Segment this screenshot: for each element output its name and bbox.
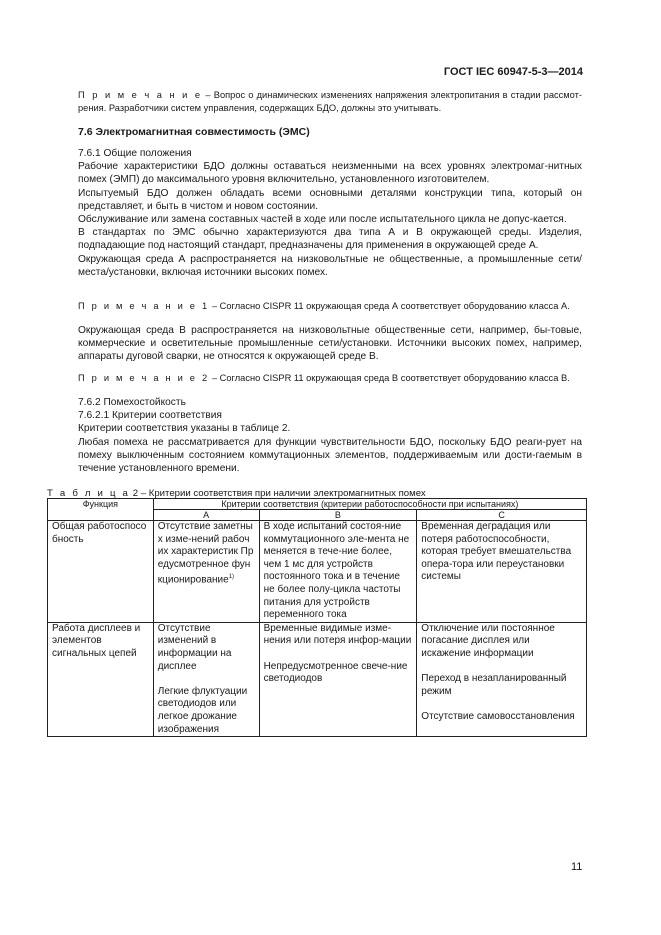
footnote-ref: 1) bbox=[228, 574, 235, 581]
header-col-b: В bbox=[259, 510, 417, 521]
header-criteria: Критерии соответствия (критерии работоспособности при испытаниях) bbox=[153, 499, 586, 510]
document-header: ГОСТ IEC 60947-5-3—2014 bbox=[443, 66, 583, 78]
section-body-761 bbox=[78, 147, 582, 279]
paragraph: Обслуживание или замена составных частей в ходе или после испытательного цикла не допус-кается. bbox=[78, 214, 567, 226]
note-text: – Вопрос о динамических изменениях напряжения электропитания в стадии рассмот-рения. Разработчики систем управления, содержащих БДО, должны это учитывать. bbox=[78, 90, 583, 113]
header-col-c: С bbox=[417, 510, 587, 521]
note-2 bbox=[78, 372, 582, 385]
header-function: Функция bbox=[48, 499, 154, 521]
cell-c: Временная деградация или потеря работоспособности, которая требует вмешательства опера-тора или переустановки системы bbox=[417, 521, 587, 623]
paragraph: Любая помеха не рассматривается для функции чувствительности БДО, поскольку БДО реаги-рует на помеху выключенным состоянием коммутационных элементов, поддерживаемым или дости-гаемым в течение установленного времени. bbox=[78, 436, 582, 475]
cell-a: Отсутствие изменений в информации на дисплее Легкие флуктуации светодиодов или легкое дрожание изображения bbox=[153, 622, 259, 736]
page-number: 11 bbox=[571, 861, 583, 873]
note-label: П р и м е ч а н и е bbox=[78, 90, 203, 100]
cell-b: В ходе испытаний состоя-ние коммутационного эле-мента не меняется в тече-ние более, чем 1 мс для устройств постоянного тока и в течение не более полу-цикла частоты питания для устройств переменного тока bbox=[259, 521, 417, 623]
subsection-title: 7.6.1 Общие положения bbox=[78, 148, 192, 159]
cell-b: Временные видимые изме-нения или потеря инфор-мации Непредусмотренное свече-ние светодиодов bbox=[259, 622, 417, 736]
section-body-762 bbox=[78, 396, 582, 475]
paragraph: Окружающая среда А распространяется на низковольтные не общественные, а промышленные сети/места/установки, включая источники высоких помех. bbox=[78, 253, 582, 278]
subsection-title: 7.6.2 Помехостойкость bbox=[78, 397, 186, 408]
cell-c: Отключение или постоянное погасание дисплея или искажение информации Переход в незапланированный режим Отсутствие самовосстановления bbox=[417, 622, 587, 736]
table-row bbox=[48, 622, 587, 736]
note-1 bbox=[78, 300, 582, 313]
note-text: – Согласно CISPR 11 окружающая среда В соответствует оборудованию класса В. bbox=[209, 373, 570, 383]
paragraph: Рабочие характеристики БДО должны оставаться неизменными на всех уровнях электромаг-нитных помех (ЭМП) до максимального уровня включительно, установленного изготовителем. bbox=[78, 161, 582, 186]
section-title: 7.6 Электромагнитная совместимость (ЭМС) bbox=[78, 126, 310, 138]
paragraph: Испытуемый БДО должен обладать всеми основными деталями конструкции типа, который он представляет, и быть в чистом и новом состоянии. bbox=[78, 187, 582, 212]
paragraph: Критерии соответствия указаны в таблице 2. bbox=[78, 423, 291, 435]
paragraph-env-b: Окружающая среда В распространяется на низковольтные общественные сети, например, бы-товые, коммерческие и осветительные промышленные сети/установки. Источники высоких помех, например, аппараты дуговой сварки, не относятся к окружающей среде В. bbox=[78, 325, 582, 363]
paragraph: В стандартах по ЭМС обычно характеризуются два типа А и В окружающей среды. Изделия, подпадающие под настоящий стандарт, предназначены для применения в окружающей среде А. bbox=[78, 227, 582, 252]
cell-function: Работа дисплеев и элементов сигнальных цепей bbox=[48, 622, 154, 736]
note-label: П р и м е ч а н и е 2 bbox=[78, 373, 210, 383]
criteria-table bbox=[47, 498, 587, 737]
table-caption-text: 2 – Критерии соответствия при наличии электромагнитных помех bbox=[130, 488, 426, 499]
table-caption-label: Т а б л и ц а bbox=[47, 488, 131, 499]
cell-a: Отсутствие заметных изме-нений рабочих характеристик Предусмотренное функционирование$^{1)}$ bbox=[153, 521, 259, 623]
table-row bbox=[48, 521, 587, 623]
cell-function: Общая работоспособность bbox=[48, 521, 154, 623]
subsection-subtitle: 7.6.2.1 Критерии соответствия bbox=[78, 410, 222, 422]
header-col-a: А bbox=[153, 510, 259, 521]
note-top bbox=[78, 89, 582, 114]
note-text: – Согласно CISPR 11 окружающая среда А соответствует оборудованию класса А. bbox=[209, 301, 570, 311]
note-label: П р и м е ч а н и е 1 bbox=[78, 301, 210, 311]
